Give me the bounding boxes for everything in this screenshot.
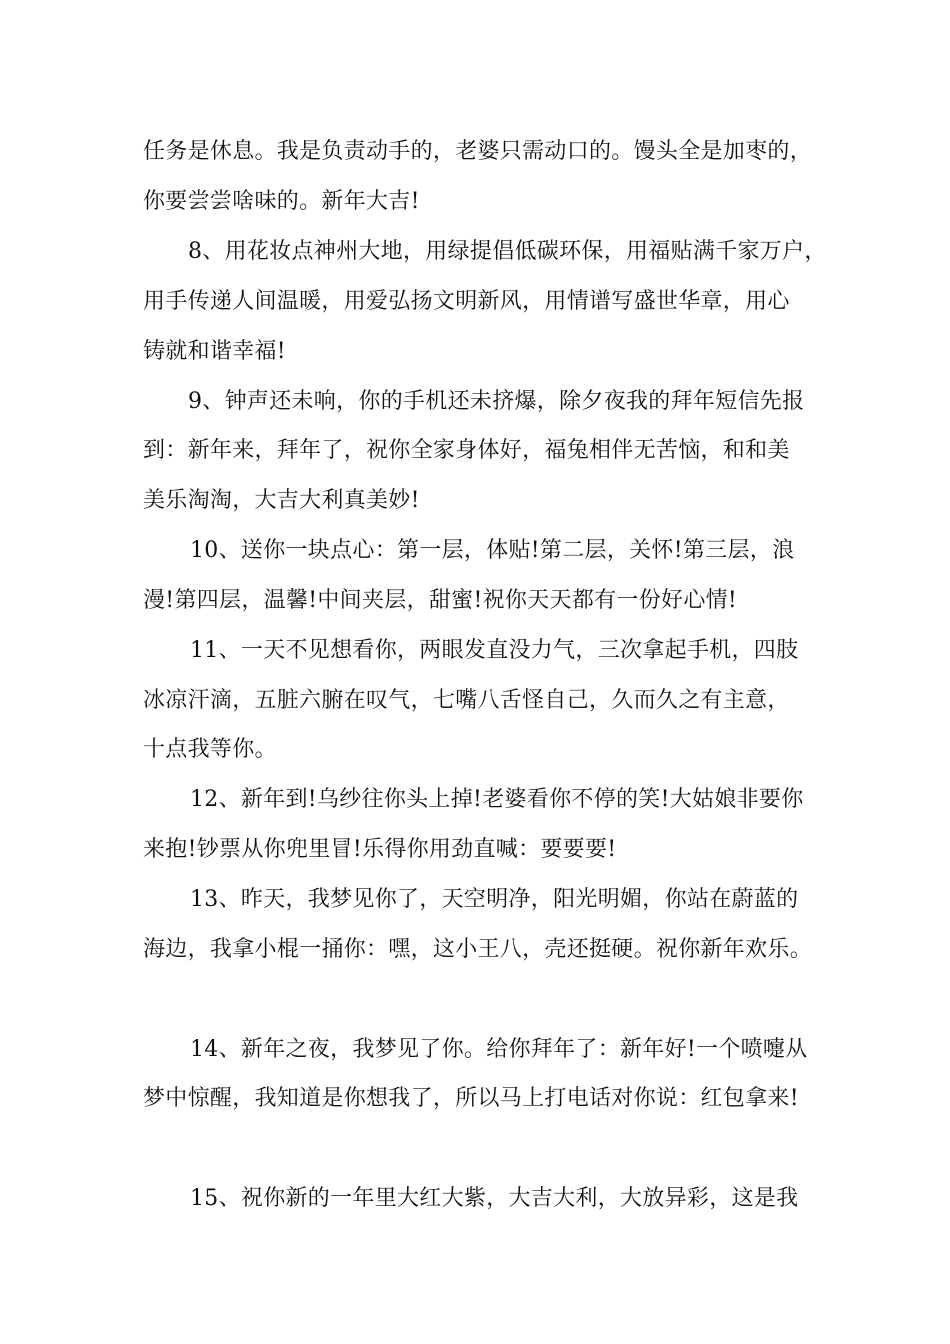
text-line: 冰凉汗滴，五脏六腑在叹气，七嘴八舌怪自己，久而久之有主意，: [143, 688, 790, 713]
paragraph-13-line: 13、昨天，我梦见你了，天空明净，阳光明媚，你站在蔚蓝的: [190, 887, 799, 912]
paragraph-12-line: 12、新年到!乌纱往你头上掉!老婆看你不停的笑!大姑娘非要你: [190, 787, 804, 812]
text-line: 海边，我拿小棍一捅你：嘿，这小王八，壳还挺硬。祝你新年欢乐。: [143, 937, 813, 962]
text-line: 用手传递人间温暖，用爱弘扬文明新风，用情谱写盛世华章，用心: [143, 289, 790, 314]
text-line: 漫!第四层，温馨!中间夹层，甜蜜!祝你天天都有一份好心情!: [143, 588, 738, 613]
paragraph-9-line: 9、钟声还未响，你的手机还未挤爆，除夕夜我的拜年短信先报: [188, 389, 805, 414]
paragraph-8-line: 8、用花妆点神州大地，用绿提倡低碳环保，用福贴满千家万户，: [188, 239, 827, 264]
text-line: 来抱!钞票从你兜里冒!乐得你用劲直喊：要要要!: [143, 837, 617, 862]
paragraph-11-line: 11、一天不见想看你，两眼发直没力气，三次拿起手机，四肢: [190, 638, 799, 663]
paragraph-15-line: 15、祝你新的一年里大红大紫，大吉大利，大放异彩，这是我: [190, 1186, 799, 1211]
text-line: 梦中惊醒，我知道是你想我了，所以马上打电话对你说：红包拿来!: [143, 1086, 799, 1111]
text-line: 到：新年来，拜年了，祝你全家身体好，福兔相伴无苦恼，和和美: [143, 438, 790, 463]
text-line: 你要尝尝啥味的。新年大吉!: [143, 189, 420, 214]
text-line: 十点我等你。: [143, 737, 277, 762]
paragraph-14-line: 14、新年之夜，我梦见了你。给你拜年了：新年好!一个喷嚏从: [190, 1037, 808, 1062]
text-line: 铸就和谐幸福!: [143, 339, 286, 364]
paragraph-10-line: 10、送你一块点心：第一层，体贴!第二层，关怀!第三层，浪: [190, 538, 795, 563]
text-line: 任务是休息。我是负责动手的，老婆只需动口的。馒头全是加枣的，: [143, 139, 813, 164]
text-line: 美乐淘淘，大吉大利真美妙!: [143, 488, 420, 513]
